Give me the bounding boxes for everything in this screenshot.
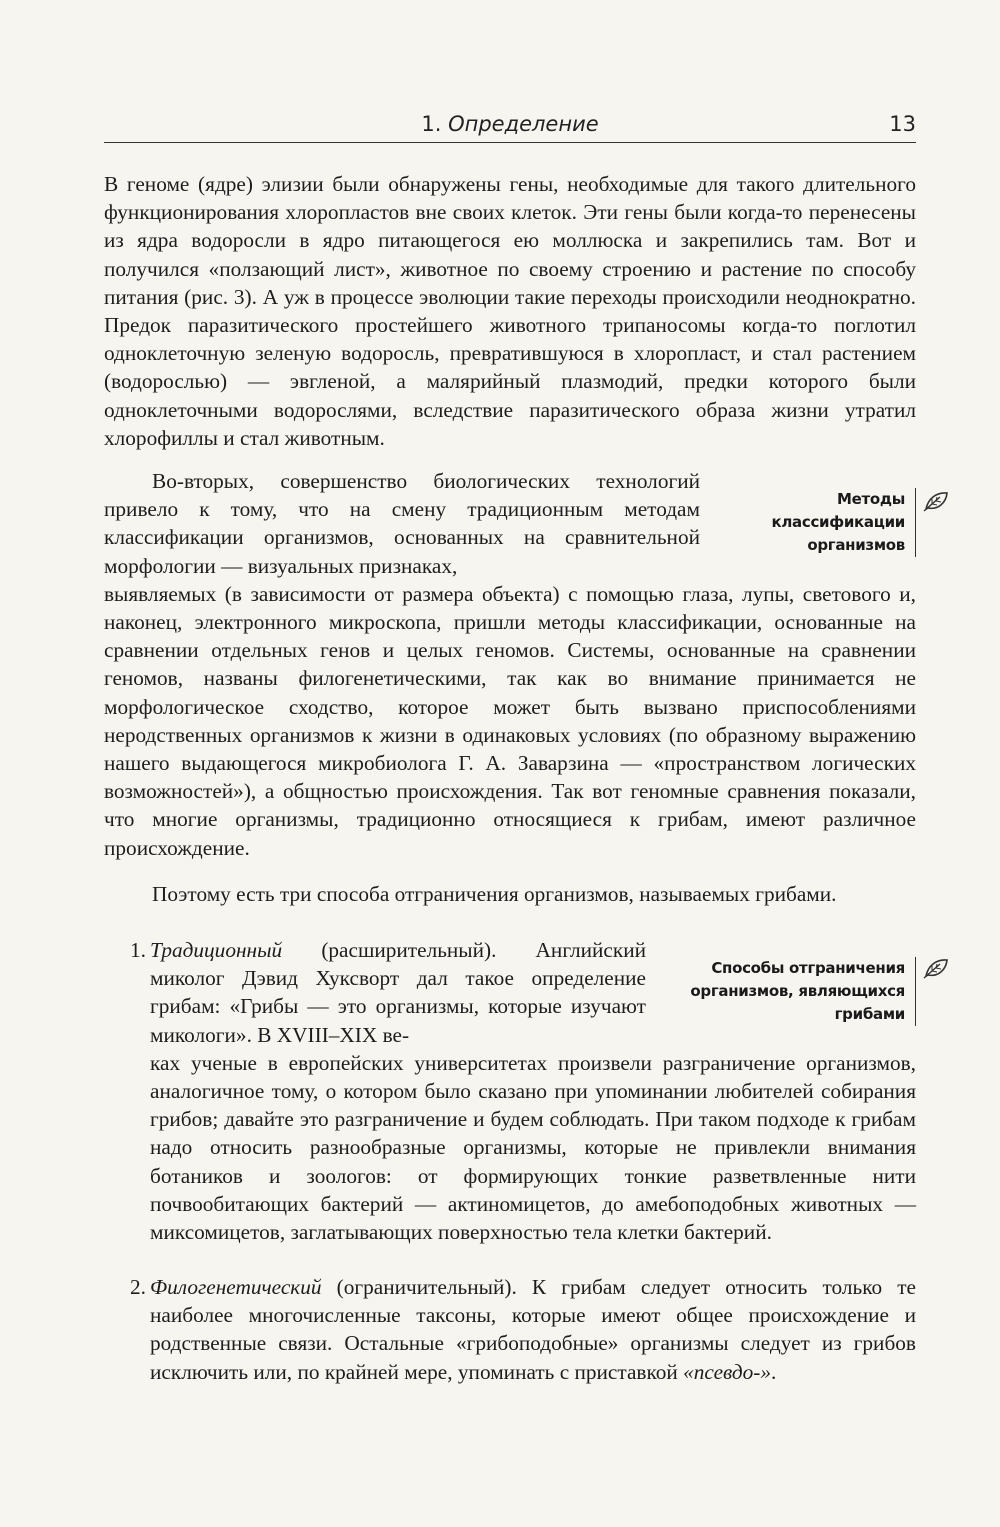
running-head [104, 112, 916, 142]
paragraph-1: В геноме (ядре) элизии были обнаружены гены, необходимые для такого длительного функционирования хлоропластов вне своих клеток. Эти гены были когда-то перенесены из ядра водоросли в ядро питающегося ею моллюска и закрепились там. Вот и получился «ползающий лист», животное по своему строению и растение по способу питания (рис. 3). А уж в процессе эволюции такие переходы происходили неоднократно. Предок паразитического простейшего животного трипаносомы когда-то поглотил одноклеточную зеленую водоросль, превратившуюся в хлоропласт, и стал растением (водорослью) — эвгленой, а малярийный плазмодий, предки которого были одноклеточными водорослями, вследствие паразитического образа жизни утратил хлорофиллы и стал животным. [104, 172, 916, 450]
header-rule [104, 142, 916, 143]
list-item-2-body [150, 1273, 916, 1386]
chapter-heading [104, 112, 916, 136]
list-item-2-end: . [771, 1359, 777, 1384]
list-item-1-full: ках ученые в европейских университетах произвели разграничение организмов, аналогичное тому, о котором было сказано при упоминании любителей собирания грибов; давайте это разграничение и будем соблюдать. При таком подходе к грибам надо относить разнообразные организмы, которые не привлекли внимания ботаников и зоологов: от формирующих тонкие разветвленные нити почвообитающих бактерий — актиномицетов, до амебоподобных животных — миксомицетов, заглатывающих поверхностью тела клетки бактерий. [150, 1050, 916, 1245]
paragraph-2-full: выявляемых (в зависимости от размера объекта) с помощью глаза, лупы, светового и, наконец, электронного микроскопа, пришли методы классификации, основанные на сравнении отдельных генов и целых геномов. Системы, основанные на сравнении геномов, названы филогенетическими, так как во внимание принимается не морфологическое сходство, которое может быть вызвано приспособлениями неродственных организмов к жизни в одинаковых условиях (по образному выражению нашего выдающегося микробиолога Г. А. Заварзина — «пространством логических возможностей»), а общностью происхождения. Так вот геномные сравнения показали, что многие организмы, традиционно относящиеся к грибам, имеют различное происхождение. [104, 581, 916, 860]
sidenote-1-line-1: Методы [837, 490, 905, 508]
list-item-1-term: Традиционный [150, 938, 283, 962]
list-item-2-number: 2. [130, 1275, 146, 1299]
list-item-1-wrapped-text: (расширительный). Английский миколог Дэвид Хуксворт дал такое определение грибам: «Грибы — это организмы, которые изучают микологи». В XVIII–XIX ве- [150, 938, 646, 1047]
sidenote-2-line-1: Способы отграничения [711, 959, 905, 977]
sidenote-2-line-3: грибами [834, 1005, 905, 1023]
list-item-2-prefix: «псевдо-» [683, 1359, 772, 1384]
paragraph-3: Поэтому есть три способа отграничения организмов, называемых грибами. [152, 882, 837, 906]
sidenote-1-line-2: классификации [771, 513, 905, 531]
list-item-2-term: Филогенетический [150, 1275, 322, 1299]
leaf-icon [922, 489, 950, 513]
chapter-title: Определение [448, 112, 599, 136]
sidenote-1-line-3: организмов [807, 536, 905, 554]
list-item-1-number: 1. [130, 938, 146, 962]
list-item-1-wrapped [150, 936, 646, 1049]
sidenote-2-line-2: организмов, являющихся [690, 982, 905, 1000]
sidenote-classification-methods [740, 488, 916, 557]
chapter-number: 1. [421, 112, 442, 136]
sidenote-delimitation-methods [680, 957, 916, 1026]
page-number: 13 [889, 112, 916, 136]
leaf-icon [922, 956, 950, 980]
paragraph-2-wrapped: Во-вторых, совершенство биологических технологий привело к тому, что на смену традиционным методам классификации организмов, основанных на сравнительной морфологии — визуальных признаках, [104, 469, 700, 578]
list-item-2-text: (ограничительный). К грибам следует относить только те наиболее многочисленные таксоны, которые имеют общее происхождение и родственные связи. Остальные «грибоподобные» организмы следует из грибов исключить или, по крайней мере, упоминать с приставкой [150, 1275, 916, 1384]
list-item-2 [104, 1273, 916, 1386]
